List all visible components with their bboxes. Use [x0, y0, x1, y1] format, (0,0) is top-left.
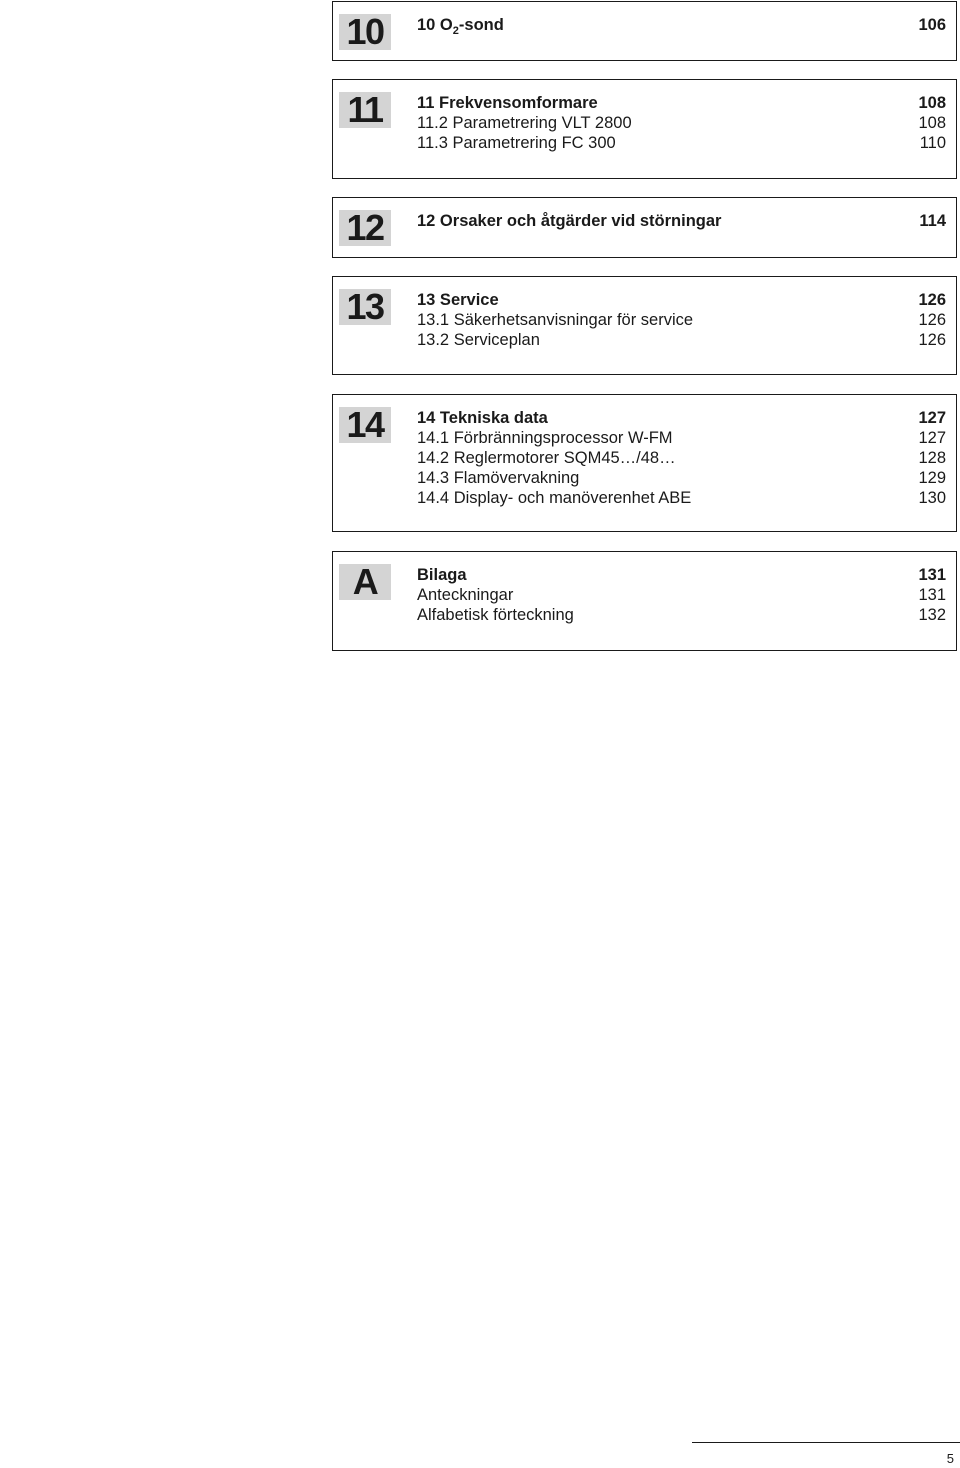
chapter-tab: 14 — [339, 407, 391, 443]
toc-entry-page: 129 — [918, 469, 946, 487]
toc-entry[interactable] — [417, 448, 946, 468]
toc-entries — [417, 15, 946, 35]
toc-entry-page: 108 — [918, 114, 946, 132]
chapter-tab: 12 — [339, 210, 391, 246]
toc-entry-title: 14.3 Flamövervakning — [417, 469, 580, 487]
toc-entry-title: 10 $O_2$-sond — [417, 16, 504, 37]
toc-entry-page: 131 — [918, 586, 946, 604]
toc-entry-page: 108 — [918, 94, 946, 112]
toc-entry[interactable] — [417, 585, 946, 605]
toc-entry-chapter[interactable] — [417, 565, 946, 585]
footer-divider — [692, 1442, 960, 1443]
toc-entry-page: 114 — [919, 212, 946, 230]
page-number: 5 — [946, 1451, 954, 1466]
toc-entry-title: 12 Orsaker och åtgärder vid störningar — [417, 212, 722, 230]
toc-entry-title: Anteckningar — [417, 586, 514, 604]
toc-entry-title: 14 Tekniska data — [417, 409, 548, 427]
toc-entry-title: 13.1 Säkerhetsanvisningar för service — [417, 311, 694, 329]
toc-entry-title: Alfabetisk förteckning — [417, 606, 574, 624]
toc-entry-page: 126 — [918, 311, 946, 329]
toc-entry-title: 14.4 Display- och manöverenhet ABE — [417, 489, 692, 507]
toc-entry-title: 14.2 Reglermotorer SQM45…/48… — [417, 449, 676, 467]
toc-entry-page: 126 — [918, 331, 946, 349]
toc-entries — [417, 93, 946, 153]
toc-entry-page: 128 — [918, 449, 946, 467]
toc-entry[interactable] — [417, 330, 946, 350]
toc-section-10 — [332, 1, 957, 61]
toc-entry-page: 106 — [918, 16, 946, 34]
toc-entry-title: 11 Frekvensomformare — [417, 94, 598, 112]
toc-entry-title: 11.2 Parametrering VLT 2800 — [417, 114, 632, 132]
toc-entry-page: 126 — [918, 291, 946, 309]
toc-section-12 — [332, 197, 957, 258]
toc-entry-page: 132 — [918, 606, 946, 624]
chapter-tab: A — [339, 564, 391, 600]
toc-section-14 — [332, 394, 957, 532]
toc-entry[interactable] — [417, 113, 946, 133]
toc-entry-chapter[interactable] — [417, 290, 946, 310]
toc-entry-chapter[interactable] — [417, 408, 946, 428]
subscript: 2 — [452, 25, 459, 37]
toc-entry[interactable] — [417, 428, 946, 448]
toc-entry[interactable] — [417, 605, 946, 625]
toc-entry[interactable] — [417, 468, 946, 488]
toc-entries — [417, 408, 946, 508]
toc-entry-page: 127 — [918, 409, 946, 427]
toc-entry-page: 127 — [918, 429, 946, 447]
toc-entry-chapter[interactable] — [417, 15, 946, 35]
toc-entry-title: 13.2 Serviceplan — [417, 331, 540, 349]
toc-entry[interactable] — [417, 133, 946, 153]
chapter-tab: 11 — [339, 92, 391, 128]
chapter-tab: 10 — [339, 14, 391, 50]
toc-entries — [417, 290, 946, 350]
toc-entries — [417, 211, 946, 231]
toc-entry-title: Bilaga — [417, 566, 467, 584]
toc-section-13 — [332, 276, 957, 375]
toc-entry[interactable] — [417, 488, 946, 508]
toc-entry-page: 130 — [918, 489, 946, 507]
toc-entries — [417, 565, 946, 625]
toc-entry-page: 131 — [918, 566, 946, 584]
toc-entry-chapter[interactable] — [417, 211, 946, 231]
toc-section-appendix — [332, 551, 957, 651]
toc-section-11 — [332, 79, 957, 179]
toc-entry-chapter[interactable] — [417, 93, 946, 113]
toc-entry-page: 110 — [919, 134, 946, 152]
toc-entry-title: 14.1 Förbränningsprocessor W-FM — [417, 429, 673, 447]
toc-entry-title: 13 Service — [417, 291, 499, 309]
chapter-tab: 13 — [339, 289, 391, 325]
toc-entry[interactable] — [417, 310, 946, 330]
toc-entry-title: 11.3 Parametrering FC 300 — [417, 134, 616, 152]
